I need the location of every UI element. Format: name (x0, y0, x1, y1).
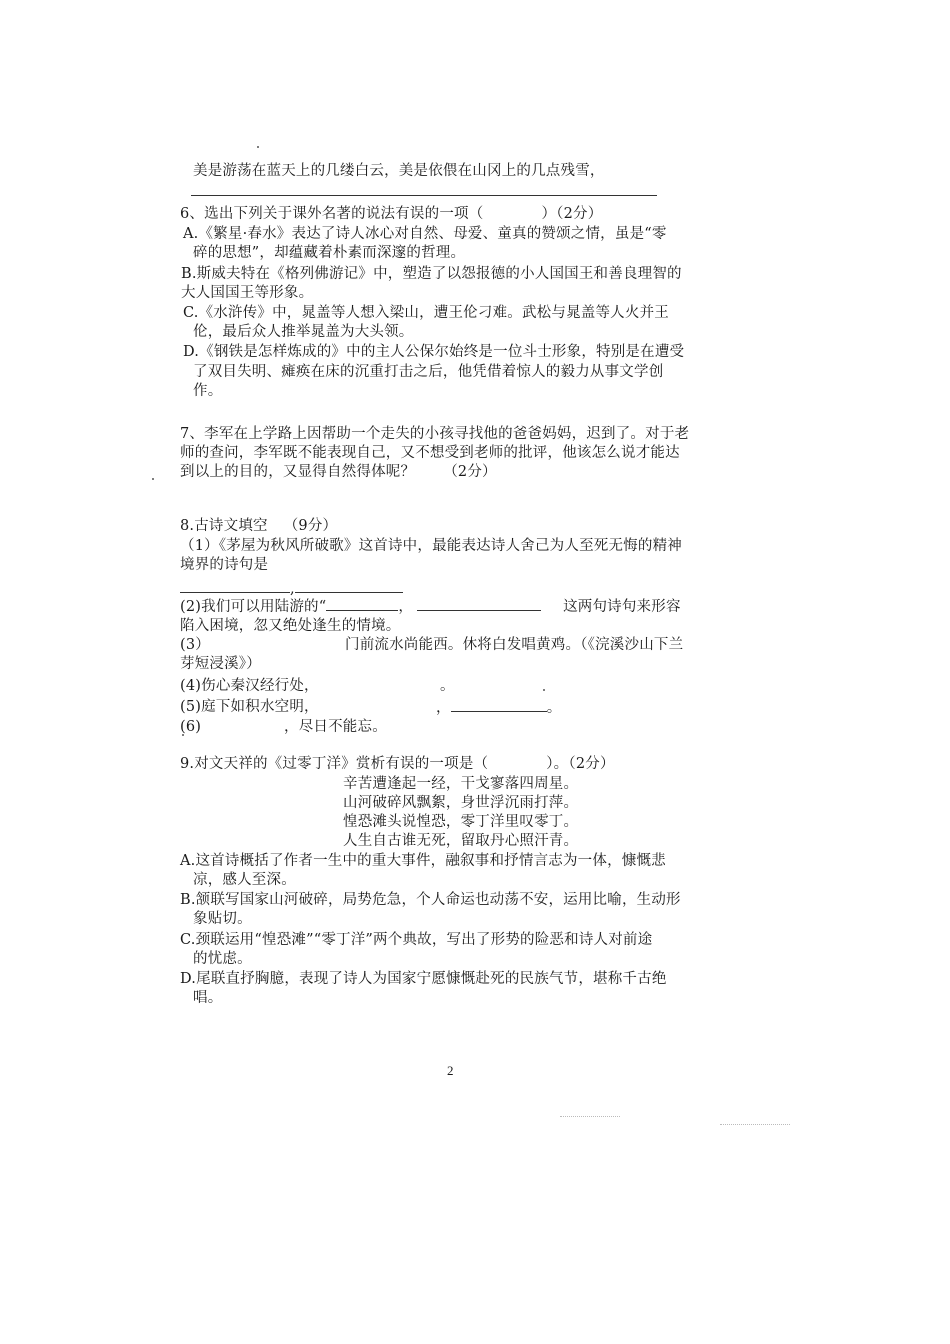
q7-line-3 (180, 462, 497, 482)
q6-option-a: A.《繁星·春水》表达了诗人冰心对自然、母爱、童真的赞颂之情，虽是“零 (183, 226, 667, 242)
q8-p3-text: 门前流水尚能西。休将白发唱黄鸡。（《浣溪沙山下兰 (345, 637, 684, 653)
q7-score: （2分） (443, 464, 497, 480)
q8-p5-tail (436, 697, 561, 718)
q8-p4-end: 。 (440, 678, 455, 694)
q8-p2-comma: ， (398, 599, 414, 615)
q6-option-c: C.《水浒传》中，晁盖等人想入梁山，遭王伦刁难。武松与晁盖等人火并王 (183, 305, 669, 321)
q7-line-2: 师的查问，李军既不能表现自己，又不想受到老师的批评，他该怎么说才能达 (180, 445, 680, 461)
q8-score: （9分） (283, 518, 338, 534)
q8-p5-comma: ， (436, 700, 451, 716)
q9-poem-line-3: 惶恐滩头说惶恐，零丁洋里叹零丁。 (343, 814, 579, 830)
blank-line[interactable] (451, 697, 547, 712)
q8-p2-text: (2)我们可以用陆游的“ (180, 599, 327, 615)
q9-option-c-cont: 的忧虑。 (193, 951, 252, 967)
intro-line: 美是游荡在蓝天上的几缕白云，美是依偎在山冈上的几点残雪， (193, 163, 605, 179)
scan-artifact (720, 1124, 790, 1125)
q8-p6: (6) (180, 719, 202, 735)
q9-option-d-cont: 唱。 (193, 990, 223, 1006)
q6-stem (180, 204, 602, 224)
q9-option-b: B.颔联写国家山河破碎，局势危急，个人命运也动荡不安，运用比喻，生动形 (180, 892, 681, 908)
q7-line-1: 7、李军在上学路上因帮助一个走失的小孩寻找他的爸爸妈妈，迟到了。对于老 (180, 426, 690, 442)
q9-score: ）。（2分） (546, 756, 615, 772)
answer-line (191, 195, 657, 196)
page-number: 2 (447, 1063, 454, 1078)
q8-p2-line-2: 陷入困境，忽又绝处逢生的情境。 (180, 618, 401, 634)
q6-score: ）（2分） (541, 206, 603, 222)
scan-artifact (560, 1116, 620, 1117)
q9-poem-line-1: 辛苦遭逢起一经，干戈寥落四周星。 (343, 776, 579, 792)
q6-stem-text: 6、选出下列关于课外名著的说法有误的一项（ (180, 206, 484, 222)
scan-speck (152, 478, 154, 480)
q8-p5-end: 。 (546, 700, 562, 716)
blank-line[interactable] (417, 596, 541, 611)
scan-speck (543, 689, 545, 691)
blank-line[interactable] (180, 578, 290, 593)
scan-speck (257, 146, 259, 148)
q8-p6-tail: ，尽日不能忘。 (284, 719, 387, 735)
q8-p1-line-1: （1）《茅屋为秋风所破歌》这首诗中，最能表达诗人舍己为人至死无悔的精神 (180, 538, 682, 554)
q9-poem-line-4: 人生自古谁无死，留取丹心照汗青。 (343, 833, 579, 849)
q6-option-b: B.斯威夫特在《格列佛游记》中，塑造了以怨报德的小人国国王和善良理智的 (181, 266, 682, 282)
q9-poem-line-2: 山河破碎风飘絮，身世浮沉雨打萍。 (343, 795, 579, 811)
q9-option-a-cont: 凉，感人至深。 (193, 872, 296, 888)
q6-option-b-cont: 大人国国王等形象。 (181, 285, 314, 301)
q8-p4: (4)伤心秦汉经行处， (180, 678, 319, 694)
separator: , (290, 581, 295, 597)
q9-option-b-cont: 象贴切。 (193, 911, 252, 927)
q6-option-a-cont: 碎的思想”，却蕴藏着朴素而深邃的哲理。 (193, 245, 466, 261)
blank-line[interactable] (326, 596, 398, 611)
q6-option-d-cont1: 了双目失明、瘫痪在床的沉重打击之后，他凭借着惊人的毅力从事文学创 (193, 364, 664, 380)
q8-title (180, 516, 337, 536)
q6-option-c-cont: 伦，最后众人推举晁盖为大头领。 (193, 324, 414, 340)
q9-stem (180, 754, 615, 774)
q8-p2-line-1 (180, 596, 681, 617)
q9-stem-text: 9.对文天祥的《过零丁洋》赏析有误的一项是（ (180, 756, 489, 772)
blank-line[interactable] (295, 578, 403, 593)
q8-title-text: 8.古诗文填空 (180, 518, 268, 534)
q8-p2-tail: 这两句诗句来形容 (563, 599, 681, 615)
q9-option-a: A.这首诗概括了作者一生中的重大事件，融叙事和抒情言志为一体，慷慨悲 (180, 853, 666, 869)
q9-option-d: D.尾联直抒胸臆，表现了诗人为国家宁愿慷慨赴死的民族气节，堪称千古绝 (180, 971, 667, 987)
q8-p1-line-2: 境界的诗句是 (180, 557, 269, 573)
q9-option-c: C.颈联运用“惶恐滩”“零丁洋”两个典故，写出了形势的险恶和诗人对前途 (180, 932, 653, 948)
q8-p5: (5)庭下如积水空明， (180, 699, 319, 715)
q6-option-d: D.《钢铁是怎样炼成的》中的主人公保尔始终是一位斗士形象，特别是在遭受 (183, 344, 685, 360)
q8-p3-line-2: 芽短浸溪》） (180, 656, 261, 672)
q7-line-3-text: 到以上的目的，又显得自然得体呢？ (180, 464, 416, 480)
q8-p3-label: (3） (180, 637, 210, 653)
q6-option-d-cont2: 作。 (193, 383, 223, 399)
